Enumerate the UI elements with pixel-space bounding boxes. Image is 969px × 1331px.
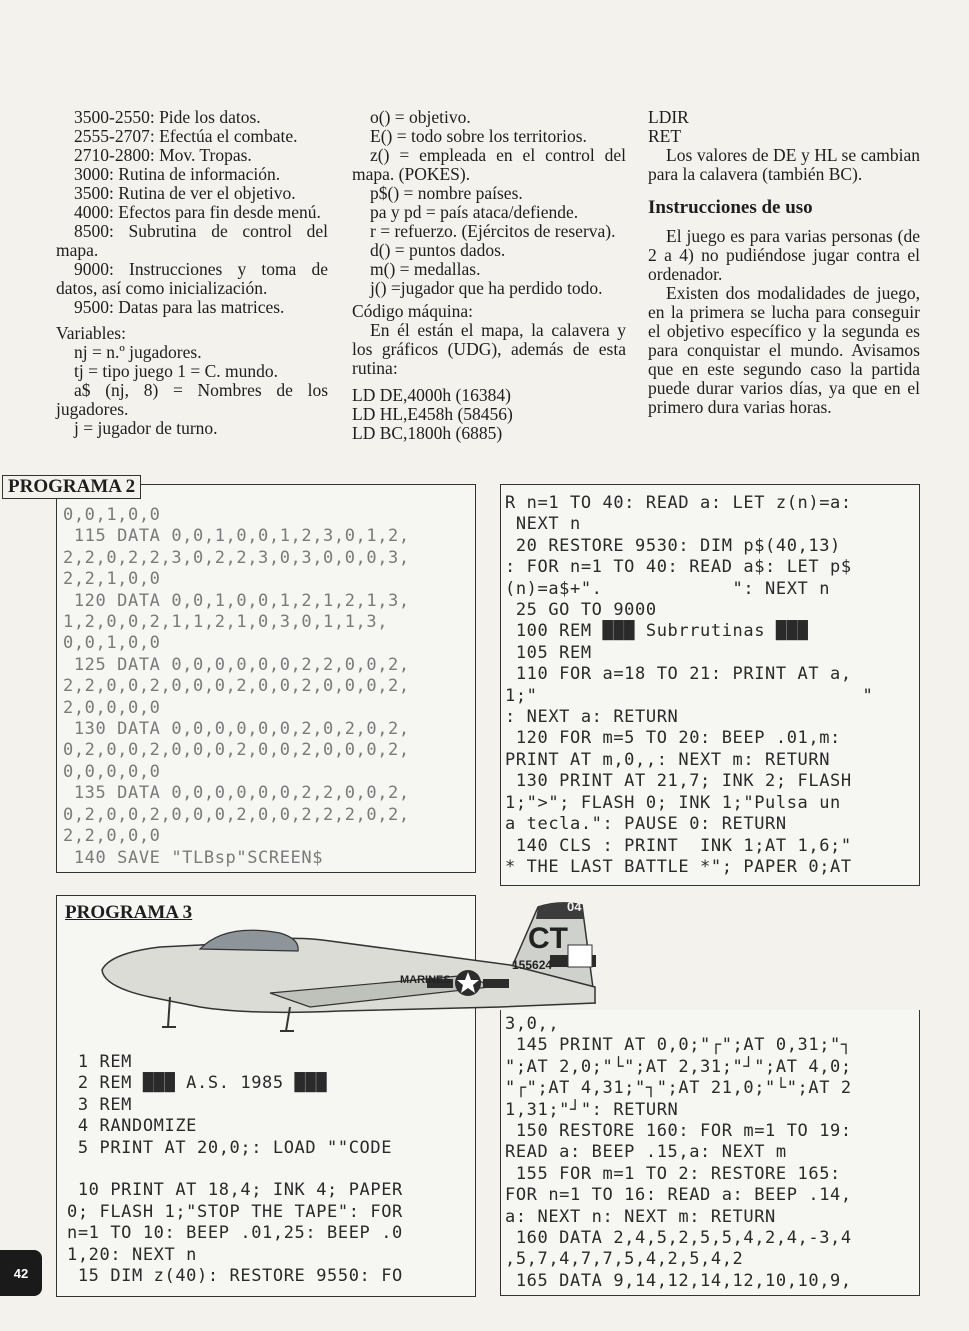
routine-line: 4000: Efectos para fin desde menú. [74, 202, 321, 222]
asm-listing [352, 386, 626, 443]
text-column-3 [648, 108, 920, 417]
listing-right-top-code: R n=1 TO 40: READ a: LET z(n)=a: NEXT n 20 RESTORE 9530: DIM p$(40,13) : FOR n=1 TO 40: READ a$: LET p$ (n)=a$+". ": NEXT n 25 GO TO 9000 100 REM ███ Subrrutinas ███ 105 REM 110 FOR a=18 TO 21: PRINT AT a, 1;" " : NEXT a: RETURN 120 FOR m=5 TO 20: BEEP .01,m: PRINT AT m,0,,: NEXT m: RETURN 130 PRINT AT 21,7; INK 2; FLASH 1;">"; FLASH 0; INK 1;"Pulsa un a tecla.": PAUSE 0: RETURN 140 CLS : PRINT INK 1;AT 1,6;" * THE LAST BATTLE *"; PAPER 0;AT [505, 493, 874, 877]
listing-right-bottom-code: 3,0,, 145 PRINT AT 0,0;"┌";AT 0,31;"┐ ";AT 2,0;"└";AT 2,31;"┘";AT 4,0; "┌";AT 4,31;"┐";AT 21,0;"└";AT 2 1,31;"┘": RETURN 150 RESTORE 160: FOR m=1 TO 19: READ a: BEEP .15,a: NEXT m 155 FOR m=1 TO 2: RESTORE 165: FOR n=1 TO 16: READ a: BEEP .14, a: NEXT n: NEXT m: RETURN 160 DATA 2,4,5,2,5,5,4,2,4,-3,4 ,5,7,4,7,7,5,4,2,5,4,2 165 DATA 9,14,12,14,12,10,10,9, [505, 1014, 852, 1291]
routine-line: 3500-2550: Pide los datos. [74, 107, 261, 127]
variable-line: m() = medallas. [370, 259, 481, 279]
routine-line: 3500: Rutina de ver el objetivo. [74, 183, 296, 203]
listing-right-bottom [500, 1010, 920, 1296]
variables-list-2 [352, 108, 626, 298]
text-column-2 [352, 108, 626, 443]
routine-list [56, 108, 328, 317]
plane-tail-code: CT [528, 922, 568, 955]
variable-line: E() = todo sobre los territorios. [370, 126, 587, 146]
text-column-1 [56, 108, 328, 438]
variable-line: p$() = nombre países. [370, 183, 523, 203]
programa-2-code: 0,0,1,0,0 115 DATA 0,0,1,0,0,1,2,3,0,1,2, 2,2,0,2,2,3,0,2,2,3,0,3,0,0,0,3, 2,2,1,0,0 120 DATA 0,0,1,0,0,1,2,1,2,1,3, 1,2,0,0,2,1,1,2,1,0,3,0,1,1,3, 0,0,1,0,0 125 DATA 0,0,0,0,0,0,2,2,0,0,2, 2,2,0,0,2,0,0,0,2,0,0,2,0,0,0,2, 2,0,0,0,0 130 DATA 0,0,0,0,0,0,2,0,2,0,2, 0,2,0,0,2,0,0,0,2,0,0,2,0,0,0,2, 0,0,0,0,0 135 DATA 0,0,0,0,0,0,2,2,0,0,2, 0,2,0,0,2,0,0,0,2,0,0,2,2,2,0,2, 2,2,0,0,0 140 SAVE "TLBsp"SCREEN$ [63, 505, 410, 868]
variables-title: Variables: [56, 323, 126, 343]
instructions-p1: El juego es para varias personas (de 2 a 4) no pudiéndose jugar contra el ordenador. [648, 226, 920, 284]
asm-line: LD BC,1800h (6885) [352, 423, 503, 443]
routine-line: 9000: Instrucciones y toma de datos, así como inicialización. [56, 259, 328, 298]
asm-line: LD HL,E458h (58456) [352, 404, 513, 424]
variable-line: pa y pd = país ataca/defiende. [370, 202, 579, 222]
code-description: En él están el mapa, la calavera y los gráficos (UDG), además de esta rutina: [352, 320, 626, 378]
programa-2-label: PROGRAMA 2 [2, 475, 141, 499]
code-title: Código máquina: [352, 301, 474, 321]
programa-2-listing [56, 484, 476, 873]
variables-list [56, 343, 328, 438]
variable-line: j() =jugador que ha perdido todo. [370, 278, 603, 298]
asm-line: LD DE,4000h (16384) [352, 385, 511, 405]
routine-line: 9500: Datas para las matrices. [74, 297, 285, 317]
listing-right-top [500, 484, 920, 886]
variable-line: a$ (nj, 8) = Nombres de los jugadores. [56, 380, 328, 419]
variable-line: o() = objetivo. [370, 107, 471, 127]
variable-line: tj = tipo juego 1 = C. mundo. [74, 361, 278, 381]
asm-listing-2 [648, 108, 920, 146]
variable-line: d() = puntos dados. [370, 240, 506, 260]
page-number: 42 [0, 1250, 42, 1296]
asm-line: LDIR [648, 107, 689, 127]
instructions-p2: Existen dos modalidades de juego, en la primera se lucha para conseguir el objetivo específico y la segunda es para conquistar el mundo. Avisamos que en este segundo caso la partida puede durar varios días, ya que en el primero dura varias horas. [648, 283, 920, 417]
plane-fin-number: 04 [567, 899, 582, 914]
register-note: Los valores de DE y HL se cambian para la calavera (también BC). [648, 145, 920, 184]
programa-3-label: PROGRAMA 3 [65, 902, 193, 923]
plane-fuselage-text: MARINES [400, 974, 451, 986]
routine-line: 2710-2800: Mov. Tropas. [74, 145, 252, 165]
variable-line: r = refuerzo. (Ejércitos de reserva). [370, 221, 616, 241]
programa-3-code: 1 REM 2 REM ███ A.S. 1985 ███ 3 REM 4 RANDOMIZE 5 PRINT AT 20,0;: LOAD ""CODE 10 PRINT AT 18,4; INK 4; PAPER 0; FLASH 1;"STOP THE TAPE": FOR n=1 TO 10: BEEP .01,25: BEEP .0 1,20: NEXT n 15 DIM z(40): RESTORE 9550: FO [67, 1052, 403, 1287]
routine-line: 3000: Rutina de información. [74, 164, 281, 184]
section-heading: Instrucciones de uso [648, 197, 813, 218]
variable-line: nj = n.º jugadores. [74, 342, 202, 362]
routine-line: 2555-2707: Efectúa el combate. [74, 126, 298, 146]
plane-tail-number: 155624 [512, 958, 553, 972]
asm-line: RET [648, 126, 682, 146]
variable-line: j = jugador de turno. [74, 418, 218, 438]
routine-line: 8500: Subrutina de control del mapa. [56, 221, 328, 260]
variable-line: z() = empleada en el control del mapa. (POKES). [352, 145, 626, 184]
